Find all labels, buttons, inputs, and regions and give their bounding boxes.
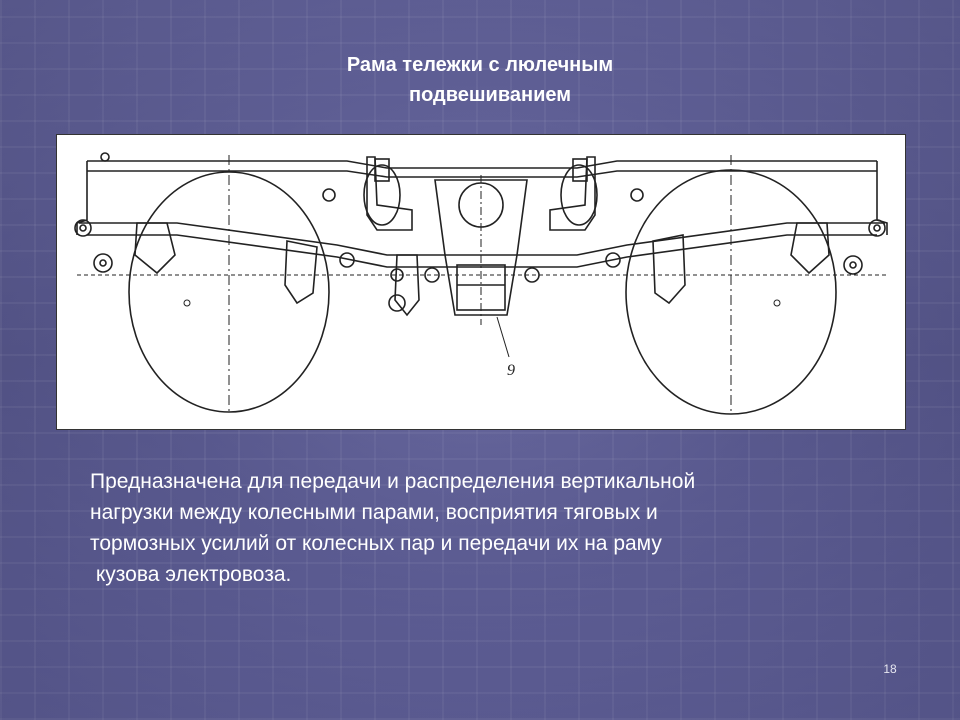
title-line-1: Рама тележки с люлечным [346,54,614,76]
frame-side-member [79,223,885,255]
description-line-2: нагрузки между колесными парами, восприятия тяговых и [90,501,658,524]
callout-label: 9 [507,362,515,379]
description-line-4: кузова электровоза. [90,563,292,586]
description-line-3: тормозных усилий от колесных пар и передачи их на раму [90,532,662,555]
bogie-frame-svg [57,135,905,429]
bogie-frame-drawing [56,134,906,430]
title-line-2: подвешиванием [408,84,572,106]
description-text [90,466,890,590]
description-line-1: Предназначена для передачи и распределения вертикальной [90,470,696,493]
frame-top-rail [87,161,877,168]
slide-title [240,50,720,110]
slide-number: 18 [883,662,897,676]
